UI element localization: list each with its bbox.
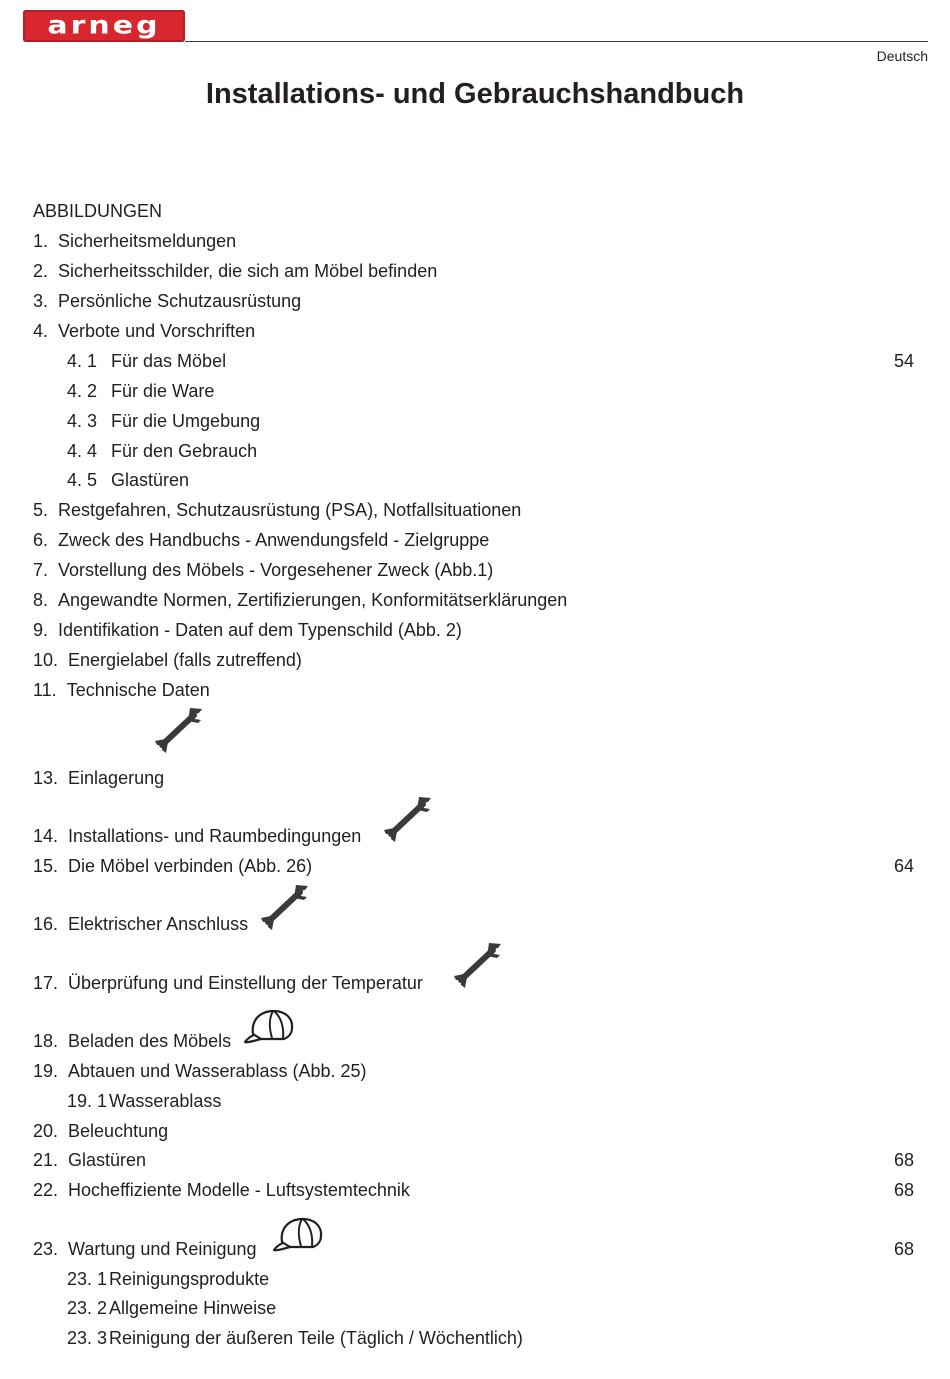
toc-item[interactable]: [33, 1029, 914, 1053]
toc-label: Identifikation - Daten auf dem Typenschild (Abb. 2): [58, 620, 462, 640]
toc-item[interactable]: [33, 854, 914, 878]
toc-label: Für die Ware: [111, 381, 215, 401]
toc-number: 15.: [33, 856, 59, 876]
toc-number: 6.: [33, 530, 49, 550]
toc-subitem[interactable]: [67, 1296, 914, 1320]
toc-label: Die Möbel verbinden (Abb. 26): [68, 856, 313, 876]
toc-number: 4. 2: [67, 381, 98, 401]
toc-label: Glastüren: [68, 1150, 147, 1170]
toc-subitem[interactable]: [67, 468, 914, 492]
toc-number: 3.: [33, 291, 49, 311]
toc-item[interactable]: [33, 319, 914, 343]
toc-label: Zweck des Handbuchs - Anwendungsfeld - Zielgruppe: [58, 530, 490, 550]
toc-number: 2.: [33, 261, 49, 281]
toc-number: 20.: [33, 1121, 59, 1141]
wrench-icon: [153, 706, 203, 754]
toc-number: 19.: [33, 1061, 59, 1081]
toc-label: Technische Daten: [66, 680, 210, 700]
header-rule: [185, 41, 928, 42]
toc-number: 19. 1: [67, 1091, 108, 1111]
logo-text: arneg: [47, 11, 161, 40]
toc-item[interactable]: [33, 1119, 914, 1143]
toc-item[interactable]: [33, 229, 914, 253]
toc-label: Energielabel (falls zutreffend): [68, 650, 302, 670]
toc-number: 22.: [33, 1180, 59, 1200]
toc-item[interactable]: [33, 498, 914, 522]
toc-label: Installations- und Raumbedingungen: [68, 826, 362, 846]
toc-subitem[interactable]: [67, 349, 914, 373]
toc-item[interactable]: [33, 1178, 914, 1202]
toc-label: Wartung und Reinigung: [68, 1239, 257, 1259]
toc-label: Überprüfung und Einstellung der Temperatur: [68, 973, 423, 993]
toc-number: 13.: [33, 768, 59, 788]
toc-label: Allgemeine Hinweise: [109, 1298, 277, 1318]
toc-number: 18.: [33, 1031, 59, 1051]
toc-subitem[interactable]: [67, 1089, 914, 1113]
toc-number: 4. 4: [67, 441, 98, 461]
toc-number: 9.: [33, 620, 49, 640]
toc-heading: ABBILDUNGEN: [33, 201, 163, 221]
toc-label: Vorstellung des Möbels - Vorgesehener Zweck (Abb.1): [58, 560, 494, 580]
toc-label: Für den Gebrauch: [111, 441, 258, 461]
toc-label: Beleuchtung: [68, 1121, 169, 1141]
toc-page: 54: [893, 351, 914, 371]
toc-number: 1.: [33, 231, 49, 251]
toc-page: 68: [893, 1150, 914, 1170]
toc-number: 23. 3: [67, 1328, 108, 1348]
toc-label: Sicherheitsschilder, die sich am Möbel befinden: [58, 261, 438, 281]
page-title: Installations- und Gebrauchshandbuch: [205, 78, 745, 110]
toc-item[interactable]: [33, 618, 914, 642]
toc-label: Wasserablass: [109, 1091, 222, 1111]
toc-number: 4.: [33, 321, 49, 341]
toc-label: Angewandte Normen, Zertifizierungen, Konformitätserklärungen: [58, 590, 568, 610]
toc-label: Elektrischer Anschluss: [68, 914, 249, 934]
toc-item[interactable]: [33, 678, 914, 702]
toc-label: Beladen des Möbels: [68, 1031, 232, 1051]
toc-item[interactable]: [33, 648, 914, 672]
toc-number: 23. 2: [67, 1298, 108, 1318]
toc-number: 10.: [33, 650, 59, 670]
toc-number: 7.: [33, 560, 49, 580]
toc-number: 23.: [33, 1239, 59, 1259]
toc-number: 4. 3: [67, 411, 98, 431]
toc-number: 8.: [33, 590, 49, 610]
toc-page: 64: [893, 856, 914, 876]
toc-page: 68: [893, 1239, 914, 1259]
toc-label: Persönliche Schutzausrüstung: [58, 291, 302, 311]
toc-item[interactable]: [33, 1059, 914, 1083]
toc-number: 14.: [33, 826, 59, 846]
toc-page: 68: [893, 1180, 914, 1200]
toc-item[interactable]: [33, 1148, 914, 1172]
toc-item[interactable]: [33, 1237, 914, 1261]
toc-number: 16.: [33, 914, 59, 934]
toc-label: Hocheffiziente Modelle - Luftsystemtechnik: [68, 1180, 410, 1200]
toc-item[interactable]: [33, 766, 914, 790]
toc-label: Abtauen und Wasserablass (Abb. 25): [68, 1061, 367, 1081]
toc-item[interactable]: [33, 588, 914, 612]
toc-number: 21.: [33, 1150, 59, 1170]
toc-label: Einlagerung: [68, 768, 165, 788]
toc-subitem[interactable]: [67, 1326, 914, 1350]
toc-label: Glastüren: [111, 470, 190, 490]
toc-number: 17.: [33, 973, 59, 993]
toc-item[interactable]: [33, 912, 914, 936]
toc-subitem[interactable]: [67, 409, 914, 433]
toc-label: Restgefahren, Schutzausrüstung (PSA), Notfallsituationen: [58, 500, 522, 520]
toc-number: 23. 1: [67, 1269, 108, 1289]
toc-item[interactable]: [33, 824, 914, 848]
toc-item[interactable]: [33, 558, 914, 582]
toc-number: 4. 1: [67, 351, 98, 371]
toc-number: 11.: [33, 680, 57, 700]
toc-label: Sicherheitsmeldungen: [58, 231, 237, 251]
toc-label: Verbote und Vorschriften: [58, 321, 256, 341]
toc-label: Reinigung der äußeren Teile (Täglich / Wöchentlich): [109, 1328, 523, 1348]
toc-subitem[interactable]: [67, 379, 914, 403]
toc-item[interactable]: [33, 528, 914, 552]
toc-number: 5.: [33, 500, 49, 520]
arneg-logo: [23, 10, 185, 42]
language-label: Deutsch: [876, 48, 928, 64]
toc-label: Für das Möbel: [111, 351, 227, 371]
toc-item[interactable]: [33, 259, 914, 283]
toc-item[interactable]: [33, 289, 914, 313]
toc-label: Reinigungsprodukte: [109, 1269, 270, 1289]
toc-subitem[interactable]: [67, 439, 914, 463]
toc-item[interactable]: [33, 971, 914, 995]
toc-label: Für die Umgebung: [111, 411, 261, 431]
toc-number: 4. 5: [67, 470, 98, 490]
toc-subitem[interactable]: [67, 1267, 914, 1291]
